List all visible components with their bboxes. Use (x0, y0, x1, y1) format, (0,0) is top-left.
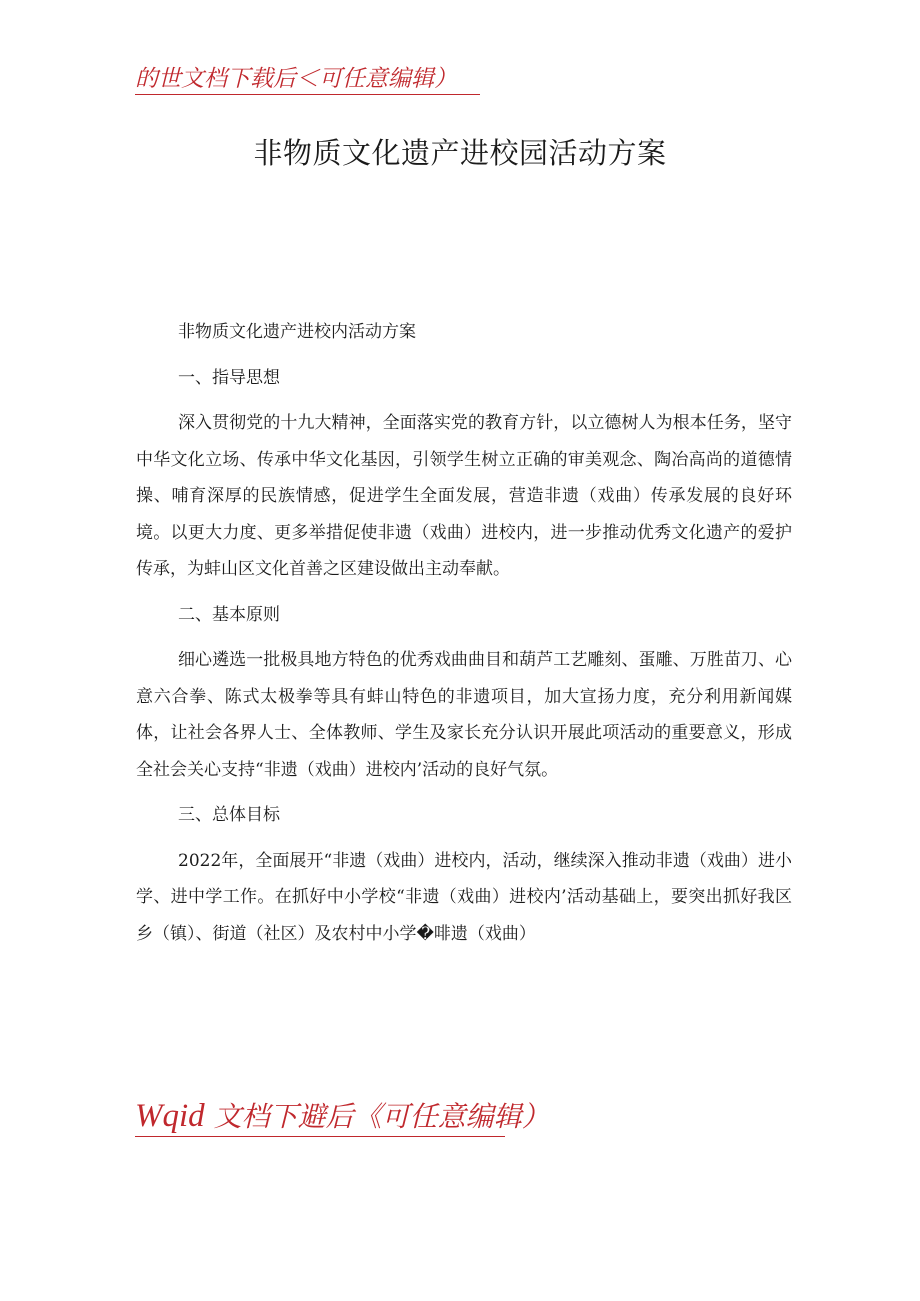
footer-watermark-banner (135, 1098, 550, 1137)
section-heading-basic-principles: 二、基本原则 (178, 604, 280, 625)
section-body-overall-goals: 2022年，全面展开“非遗（戏曲）进校内，活动，继续深入推动非遗（戏曲）进小学、进中学工作。在抓好中小学校“非遗（戏曲）进校内’活动基础上，要突出抓好我区乡（镇）、街道（社区）及农村中小学�啡遗（戏曲） (136, 850, 792, 944)
document-body (136, 314, 792, 952)
section-body-basic-principles: 细心遴选一批极具地方特色的优秀戏曲曲目和葫芦工艺雕刻、蛋雕、万胜苗刀、心意六合拳、陈式太极拳等具有蚌山特色的非遗项目，加大宣扬力度，充分利用新闻媒体，让社会各界人士、全体教师、学生及家长充分认识开展此项活动的重要意义，形成全社会关心支持“非遗（戏曲）进校内’活动的良好气氛。 (136, 650, 792, 780)
section-body-guiding-ideology: 深入贯彻党的十九大精神，全面落实党的教育方针，以立德树人为根本任务，坚守中华文化立场、传承中华文化基因，引领学生树立正确的审美观念、陶冶高尚的道德情操、哺育深厚的民族情感，促进学生全面发展，营造非遗（戏曲）传承发展的良好环境。以更大力度、更多举措促使非遗（戏曲）进校内，进一步推动优秀文化遗产的爱护传承，为蚌山区文化首善之区建设做出主动奉献。 (136, 413, 792, 579)
section-heading-guiding-ideology: 一、指导思想 (178, 367, 280, 388)
header-watermark-banner: 的世文档下载后＜可任意编辑） (135, 68, 480, 95)
document-title: 非物质文化遗产进校园活动方案 (253, 136, 667, 170)
section-heading-overall-goals: 三、总体目标 (178, 805, 280, 825)
footer-banner-latin: Wqid (135, 1098, 205, 1134)
document-subtitle: 非物质文化遗产进校内活动方案 (178, 322, 416, 342)
footer-banner-text: 文档下避后《可任意编辑） (213, 1100, 550, 1133)
